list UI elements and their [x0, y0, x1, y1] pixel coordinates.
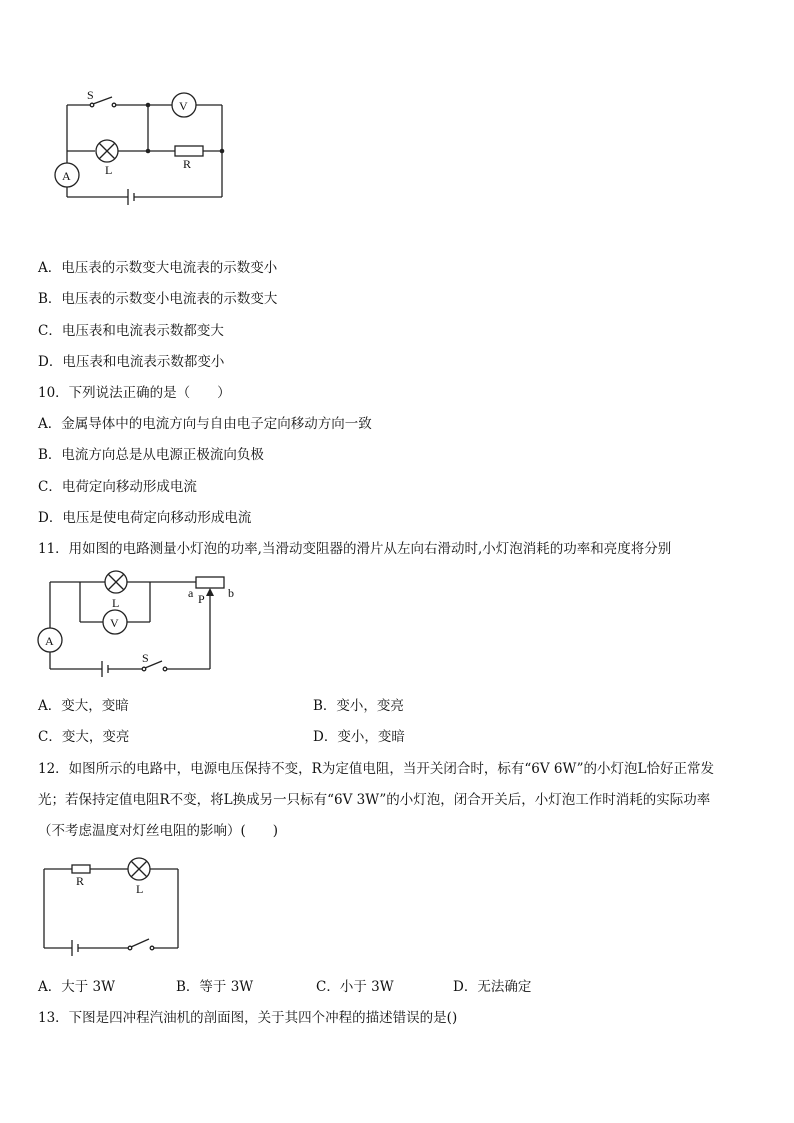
rheostat-end-b: b [228, 586, 234, 600]
voltmeter-label-2: V [110, 616, 119, 630]
q12-option-d: D．无法确定 [453, 979, 532, 995]
q9-option-a: A．电压表的示数变大电流表的示数变小 [38, 260, 278, 276]
q11-stem: 11．用如图的电路测量小灯泡的功率,当滑动变阻器的滑片从左向右滑动时,小灯泡消耗的功率和亮度将分别 [38, 541, 672, 557]
circuit-diagram-2 [34, 568, 254, 678]
q12-option-c: C．小于 3W [316, 979, 394, 995]
q9-option-d: D．电压表和电流表示数都变小 [38, 354, 225, 370]
circuit-diagram-3 [36, 853, 191, 958]
rheostat-end-a: a [188, 586, 194, 600]
switch-label: S [87, 88, 94, 102]
circuit-diagram-1 [50, 85, 240, 210]
q11-option-d: D．变小，变暗 [313, 729, 405, 745]
ammeter-label-2: A [45, 634, 54, 648]
q11-option-c: C．变大，变亮 [38, 729, 130, 745]
voltmeter-label: V [179, 99, 188, 113]
q10-option-d: D．电压是使电荷定向移动形成电流 [38, 510, 252, 526]
q12-option-b: B．等于 3W [176, 979, 254, 995]
q11-option-b: B．变小，变亮 [313, 698, 404, 714]
slider-label: P [198, 592, 205, 606]
q12-stem-line1: 12．如图所示的电路中，电源电压保持不变，R为定值电阻，当开关闭合时，标有“6V 6W”的小灯泡L恰好正常发 [38, 761, 714, 777]
q9-option-c: C．电压表和电流表示数都变大 [38, 323, 224, 339]
ammeter-label: A [62, 169, 71, 183]
q13-stem: 13．下图是四冲程汽油机的剖面图，关于其四个冲程的描述错误的是() [38, 1010, 458, 1026]
lamp-label-2: L [112, 596, 120, 610]
q10-option-a: A．金属导体中的电流方向与自由电子定向移动方向一致 [38, 416, 372, 432]
q12-stem-line2: 光；若保持定值电阻R不变，将L换成另一只标有“6V 3W”的小灯泡，闭合开关后，小灯泡工作时消耗的实际功率 [38, 792, 711, 808]
q10-option-b: B．电流方向总是从电源正极流向负极 [38, 447, 264, 463]
q11-option-a: A．变大，变暗 [38, 698, 129, 714]
q10-stem: 10．下列说法正确的是（ ） [38, 385, 231, 401]
switch-label-2: S [142, 651, 149, 665]
lamp-label-3: L [136, 882, 144, 896]
resistor-label-3: R [76, 874, 85, 888]
q12-option-a: A．大于 3W [38, 979, 116, 995]
resistor-label: R [183, 157, 192, 171]
q12-stem-line3: （不考虑温度对灯丝电阻的影响）( ) [38, 823, 279, 839]
q9-option-b: B．电压表的示数变小电流表的示数变大 [38, 291, 278, 307]
lamp-label: L [105, 163, 113, 177]
q10-option-c: C．电荷定向移动形成电流 [38, 479, 197, 495]
